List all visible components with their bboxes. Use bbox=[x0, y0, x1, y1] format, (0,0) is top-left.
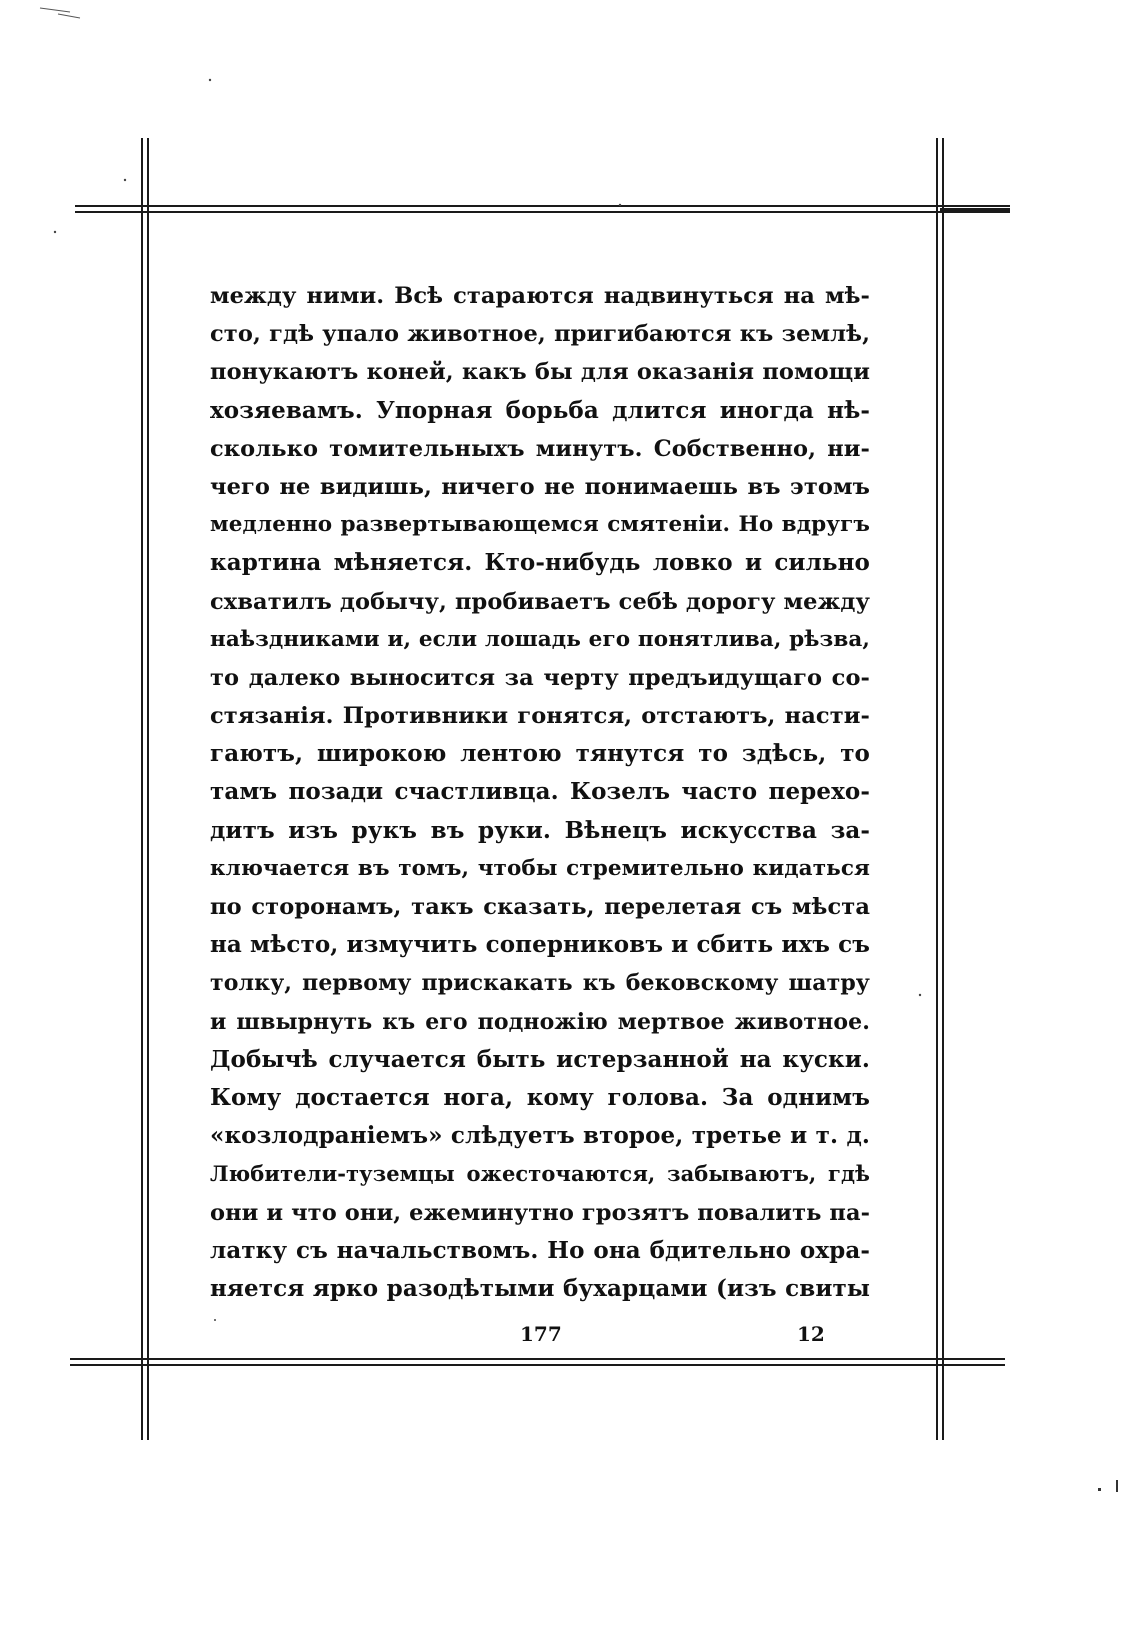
text-line: между ними. Всѣ стараются надвинуться на мѣ- bbox=[210, 283, 870, 309]
text-line: «козлодраніемъ» слѣдуетъ второе, третье и т. д. bbox=[210, 1122, 870, 1150]
text-line: картина мѣняется. Кто-нибудь ловко и сильно bbox=[210, 549, 870, 577]
text-line: стязанія. Противники гонятся, отстаютъ, насти- bbox=[210, 703, 870, 730]
text-line: по сторонамъ, такъ сказать, перелетая съ мѣста bbox=[210, 894, 870, 920]
text-line: тамъ позади счастливца. Козелъ часто перехо- bbox=[210, 778, 870, 806]
text-line: дитъ изъ рукъ въ руки. Вѣнецъ искусства за- bbox=[210, 816, 870, 844]
text-line: гаютъ, широкою лентою тянутся то здѣсь, то bbox=[210, 740, 870, 768]
text-line: сто, гдѣ упало животное, пригибаются къ землѣ, bbox=[210, 321, 870, 348]
text-line: хозяевамъ. Упорная борьба длится иногда нѣ- bbox=[210, 396, 870, 424]
text-line: чего не видишь, ничего не понимаешь въ этомъ bbox=[210, 473, 870, 500]
text-line: толку, первому прискакать къ бековскому шатру bbox=[210, 970, 870, 997]
text-line: ключается въ томъ, чтобы стремительно кидаться bbox=[210, 855, 870, 881]
body-text bbox=[210, 277, 870, 1308]
text-line: схватилъ добычу, пробиваетъ себѣ дорогу между bbox=[210, 588, 870, 615]
signature-mark: 12 bbox=[797, 1322, 825, 1346]
text-line: они и что они, ежеминутно грозятъ повалить па- bbox=[210, 1199, 870, 1226]
text-line: и швырнуть къ его подножію мертвое животное. bbox=[210, 1008, 870, 1035]
text-line: понукаютъ коней, какъ бы для оказанія помощи bbox=[210, 359, 870, 386]
text-line: на мѣсто, измучить соперниковъ и сбить ихъ съ bbox=[210, 931, 870, 959]
text-line: наѣздниками и, если лошадь его понятлива, рѣзва, bbox=[210, 626, 870, 652]
text-line: медленно развертывающемся смятеніи. Но вдругъ bbox=[210, 512, 870, 538]
text-line: Любители-туземцы ожесточаются, забываютъ, гдѣ bbox=[210, 1161, 870, 1187]
text-line: няется ярко разодѣтыми бухарцами (изъ свиты bbox=[210, 1274, 870, 1302]
text-line: Добычѣ случается быть истерзанной на куски. bbox=[210, 1045, 870, 1073]
text-line: Кому достается нога, кому голова. За однимъ bbox=[210, 1083, 870, 1111]
page-number: 177 bbox=[520, 1322, 562, 1346]
text-line: сколько томительныхъ минутъ. Собственно, ни- bbox=[210, 435, 870, 462]
text-line: латку съ начальствомъ. Но она бдительно охра- bbox=[210, 1236, 870, 1264]
text-line: то далеко выносится за черту предъидущаго со- bbox=[210, 664, 870, 691]
